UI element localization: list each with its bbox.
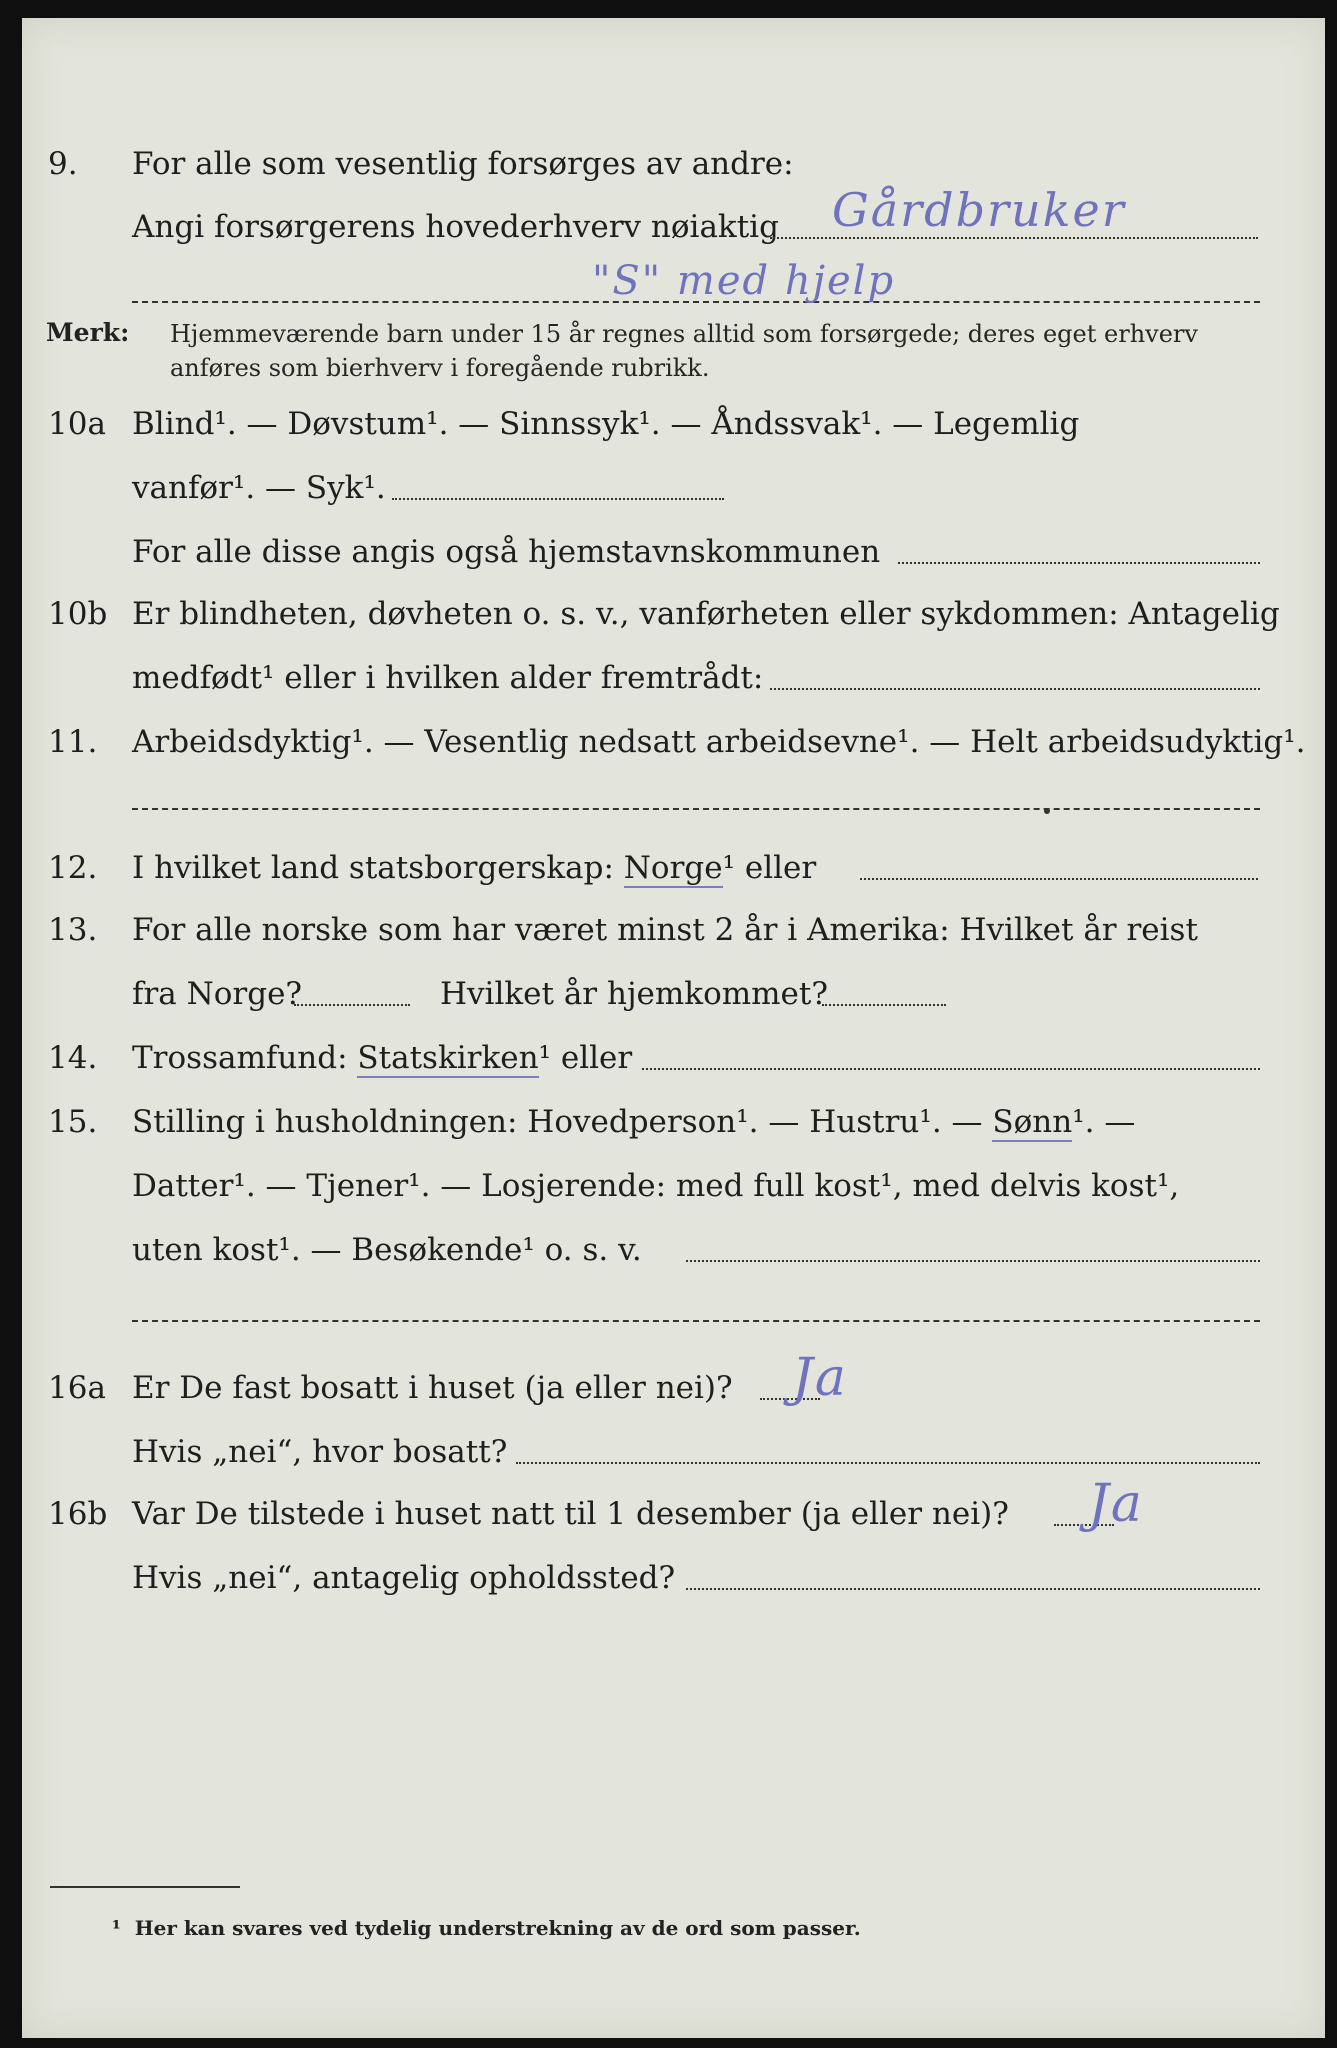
q15-options-post: ¹. — (1072, 1104, 1136, 1140)
q12-underlined-answer: Norge (623, 850, 723, 886)
q10a-options: Blind¹. — Døvstum¹. — Sinnssyk¹. — Åndssvak¹. — Legemlig (132, 406, 1080, 442)
q13-number: 13. (48, 912, 98, 948)
q15-row-3 (22, 1226, 1325, 1278)
q12-row (22, 844, 1325, 896)
merk-text-2: anføres som bierhverv i foregående rubrikk. (170, 354, 710, 382)
q12-text: I hvilket land statsborgerskap: (132, 850, 624, 886)
ink-speck (1044, 808, 1050, 814)
footnote-text: Her kan svares ved tydelig understrekning av de ord som passer. (134, 1916, 861, 1940)
q13-right-answer-line[interactable] (822, 1004, 946, 1006)
q13-question: For alle norske som har været minst 2 år i Amerika: Hvilket år reist (132, 912, 1198, 948)
merk-label: Merk: (46, 318, 130, 347)
q15-row-1 (22, 1098, 1325, 1150)
q16a-handwritten-answer: Ja (792, 1348, 848, 1408)
q10a-municipality-line[interactable] (898, 562, 1260, 564)
q10b-number: 10b (48, 596, 108, 632)
footnote-mark: ¹ (112, 1916, 121, 1940)
q16a-number: 16a (48, 1370, 106, 1406)
q10b-question-2: medfødt¹ eller i hvilken alder fremtrådt: (132, 660, 764, 696)
q11-answer-line[interactable] (132, 808, 1260, 810)
q13-left-question: fra Norge? (132, 976, 303, 1012)
q16b-number: 16b (48, 1496, 108, 1532)
q11-row (22, 718, 1325, 770)
q13-left-answer-line[interactable] (294, 1004, 410, 1006)
q10a-options-2: vanfør¹. — Syk¹. (132, 470, 386, 506)
q11-options: Arbeidsdyktig¹. — Vesentlig nedsatt arbeidsevne¹. — Helt arbeidsudyktig¹. (132, 724, 1306, 760)
q12-number: 12. (48, 850, 98, 886)
q16a-followup: Hvis „nei“, hvor bosatt? (132, 1434, 508, 1470)
q13-right-question: Hvilket år hjemkommet? (440, 976, 828, 1012)
q14-row (22, 1034, 1325, 1086)
q10a-row-2 (22, 464, 1325, 516)
merk-text-1: Hjemmeværende barn under 15 år regnes alltid som forsørgede; deres eget erhverv (170, 320, 1198, 348)
q11-number: 11. (48, 724, 98, 760)
q10a-row-3 (22, 528, 1325, 580)
q14-question (132, 1040, 632, 1076)
q16b-handwritten-answer: Ja (1088, 1474, 1144, 1534)
q16b-row-2 (22, 1554, 1325, 1606)
q14-underlined-answer: Statskirken (357, 1040, 539, 1076)
q12-text-post: ¹ eller (722, 850, 817, 886)
q15-options-pre: Stilling i husholdningen: Hovedperson¹. — Hustru¹. — (132, 1104, 993, 1140)
footnote (112, 1916, 861, 1940)
q15-underlined-answer: Sønn (992, 1104, 1073, 1140)
q9-question: For alle som vesentlig forsørges av andre: (132, 146, 794, 182)
q12-answer-line[interactable] (860, 878, 1258, 880)
q14-text-post: ¹ eller (538, 1040, 633, 1076)
q10a-answer-line[interactable] (392, 498, 724, 500)
q10a-number: 10a (48, 406, 106, 442)
q16b-followup: Hvis „nei“, antagelig opholdssted? (132, 1560, 676, 1596)
q13-row-1 (22, 906, 1325, 958)
q9-answer-line[interactable] (770, 237, 1258, 239)
q10a-instruction: For alle disse angis også hjemstavnskommunen (132, 534, 881, 570)
q9-instruction: Angi forsørgerens hovederhverv nøiaktig (132, 209, 779, 245)
q9-number: 9. (48, 146, 78, 182)
q10b-row-2 (22, 654, 1325, 706)
q16a-row-2 (22, 1428, 1325, 1480)
q15-answer-line-2[interactable] (132, 1320, 1260, 1322)
q9-row-2 (22, 203, 1325, 255)
footnote-rule (50, 1886, 240, 1888)
q15-options (132, 1104, 1135, 1140)
q10b-row-1 (22, 590, 1325, 642)
q15-options-2: Datter¹. — Tjener¹. — Losjerende: med full kost¹, med delvis kost¹, (132, 1168, 1180, 1204)
q14-number: 14. (48, 1040, 98, 1076)
q16a-row-1 (22, 1364, 1325, 1416)
q10b-question: Er blindheten, døvheten o. s. v., vanførheten eller sykdommen: Antagelig (132, 596, 1280, 632)
q16a-followup-line[interactable] (516, 1462, 1260, 1464)
q16b-question: Var De tilstede i huset natt til 1 desember (ja eller nei)? (132, 1496, 1009, 1532)
q14-text: Trossamfund: (132, 1040, 358, 1076)
q9-handwritten-answer-2: "S" med hjelp (592, 258, 896, 304)
q15-answer-line[interactable] (686, 1260, 1260, 1262)
q9-row-1 (22, 140, 1325, 192)
q9-handwritten-answer: Gårdbruker (832, 183, 1126, 237)
q10b-answer-line[interactable] (770, 688, 1260, 690)
q15-options-3: uten kost¹. — Besøkende¹ o. s. v. (132, 1232, 642, 1268)
q15-number: 15. (48, 1104, 98, 1140)
form-page (22, 18, 1325, 2038)
q14-answer-line[interactable] (642, 1068, 1260, 1070)
q13-row-2 (22, 970, 1325, 1022)
q16b-followup-line[interactable] (686, 1588, 1260, 1590)
q12-question (132, 850, 816, 886)
q16a-question: Er De fast bosatt i huset (ja eller nei)? (132, 1370, 733, 1406)
q10a-row-1 (22, 400, 1325, 452)
q15-row-2 (22, 1162, 1325, 1214)
